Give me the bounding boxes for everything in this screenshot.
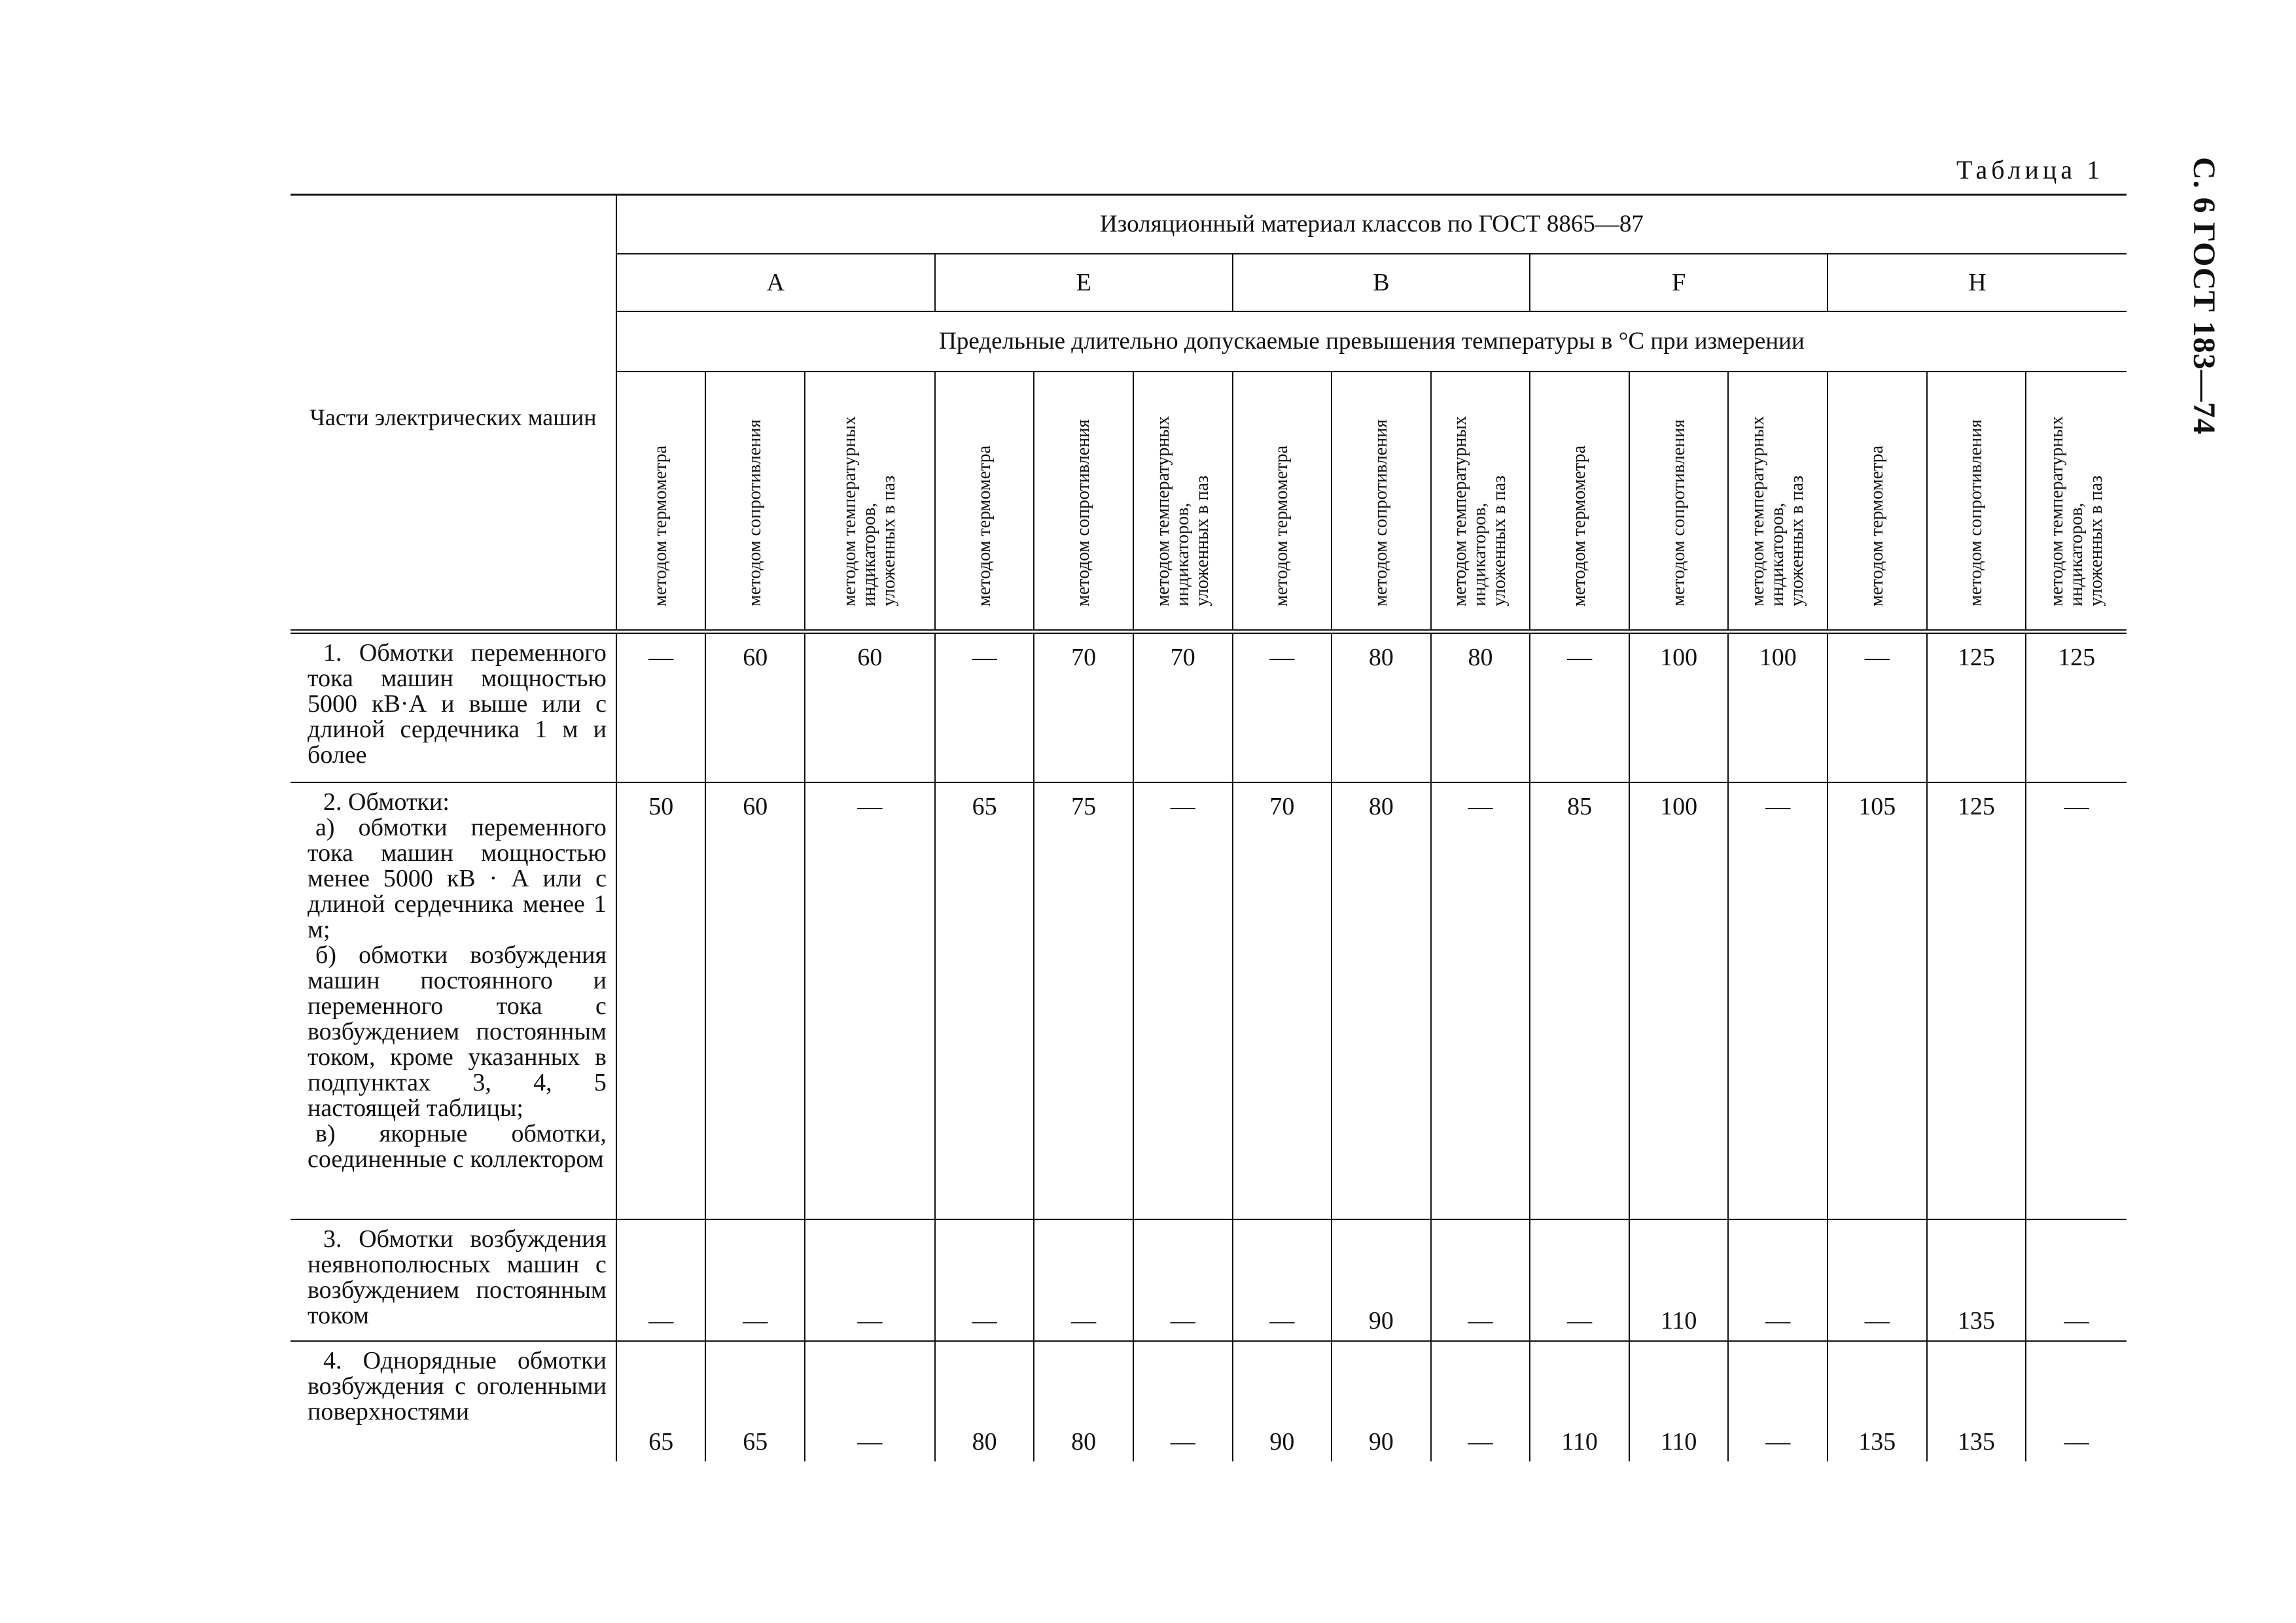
value-cell: —: [1728, 1219, 1828, 1341]
value-cell: 135: [1828, 1341, 1927, 1461]
value-cell: —: [1034, 1219, 1133, 1341]
value-cell: —: [1133, 1219, 1233, 1341]
value-cell: 125: [1927, 632, 2026, 782]
value-cell: 90: [1332, 1341, 1431, 1461]
value-cell: 65: [616, 1341, 706, 1461]
value-cell: —: [1133, 782, 1233, 1219]
method-header: методом сопротивления: [1927, 372, 2026, 632]
value-cell: —: [805, 782, 935, 1219]
value-cell: 100: [1629, 632, 1729, 782]
value-cell: 70: [1133, 632, 1233, 782]
method-header: методом сопротивления: [1629, 372, 1729, 632]
value-cell: —: [2026, 1341, 2127, 1461]
method-header: методом температурных индикаторов, уложенных в паз: [1728, 372, 1828, 632]
value-cell: —: [1828, 632, 1927, 782]
row-part-description: 2. Обмотки: а) обмотки переменного тока машин мощностью менее 5000 кВ · А или с длиной сердечника менее 1 м; б) обмотки возбуждения машин постоянного и переменного тока с возбуждением постоянным током, кроме указанных в подпунктах 3, 4, 5 настоящей таблицы; в) якорные обмотки, соединенные с коллектором: [291, 782, 616, 1219]
value-cell: —: [705, 1219, 805, 1341]
value-cell: 105: [1828, 782, 1927, 1219]
value-cell: 135: [1927, 1341, 2026, 1461]
class-header: B: [1233, 254, 1530, 311]
method-header: методом температурных индикаторов, уложенных в паз: [1431, 372, 1530, 632]
value-cell: 80: [1034, 1341, 1133, 1461]
page-side-header: С. 6 ГОСТ 183—74: [2187, 157, 2221, 435]
class-header: H: [1828, 254, 2127, 311]
method-header: методом сопротивления: [1332, 372, 1431, 632]
class-header: A: [616, 254, 935, 311]
method-header: методом температурных индикаторов, уложенных в паз: [805, 372, 935, 632]
value-cell: 125: [2026, 632, 2127, 782]
value-cell: —: [1530, 632, 1629, 782]
parts-column-header: Части электрических машин: [291, 195, 616, 632]
row-part-description: 1. Обмотки переменного тока машин мощностью 5000 кВ·А и выше или с длиной сердечника 1 м и более: [291, 632, 616, 782]
table-label: Таблица 1: [1956, 155, 2104, 184]
value-cell: 70: [1233, 782, 1332, 1219]
value-cell: 125: [1927, 782, 2026, 1219]
value-cell: 65: [705, 1341, 805, 1461]
method-header: методом термометра: [1828, 372, 1927, 632]
row-part-description: 3. Обмотки возбуждения неявнополюсных машин с возбуждением постоянным током: [291, 1219, 616, 1341]
value-cell: —: [2026, 1219, 2127, 1341]
value-cell: —: [616, 1219, 706, 1341]
class-header: E: [935, 254, 1233, 311]
value-cell: 60: [805, 632, 935, 782]
value-cell: —: [1133, 1341, 1233, 1461]
insulation-class-header: Изоляционный материал классов по ГОСТ 8865—87: [616, 195, 2127, 254]
value-cell: 70: [1034, 632, 1133, 782]
value-cell: 100: [1728, 632, 1828, 782]
value-cell: —: [2026, 782, 2127, 1219]
class-header: F: [1530, 254, 1828, 311]
value-cell: —: [1728, 1341, 1828, 1461]
table-row: [291, 782, 2127, 1219]
table-row: [291, 1219, 2127, 1341]
value-cell: 80: [1431, 632, 1530, 782]
value-cell: —: [805, 1219, 935, 1341]
row-part-description: 4. Однорядные обмотки возбуждения с оголенными поверхностями: [291, 1341, 616, 1461]
value-cell: 60: [705, 782, 805, 1219]
method-header: методом сопротивления: [1034, 372, 1133, 632]
value-cell: 100: [1629, 782, 1729, 1219]
value-cell: 75: [1034, 782, 1133, 1219]
method-header: методом термометра: [616, 372, 706, 632]
value-cell: —: [1530, 1219, 1629, 1341]
value-cell: 50: [616, 782, 706, 1219]
value-cell: 85: [1530, 782, 1629, 1219]
value-cell: —: [805, 1341, 935, 1461]
method-header: методом температурных индикаторов, уложенных в паз: [2026, 372, 2127, 632]
method-header: методом термометра: [1530, 372, 1629, 632]
value-cell: 110: [1629, 1219, 1729, 1341]
method-header: методом термометра: [935, 372, 1034, 632]
value-cell: —: [935, 1219, 1034, 1341]
value-cell: 80: [1332, 782, 1431, 1219]
value-cell: 110: [1629, 1341, 1729, 1461]
value-cell: 80: [935, 1341, 1034, 1461]
value-cell: 60: [705, 632, 805, 782]
value-cell: 65: [935, 782, 1034, 1219]
value-cell: —: [1728, 782, 1828, 1219]
table-row: [291, 1341, 2127, 1461]
value-cell: —: [1828, 1219, 1927, 1341]
value-cell: 90: [1332, 1219, 1431, 1341]
method-header: методом термометра: [1233, 372, 1332, 632]
value-cell: —: [935, 632, 1034, 782]
value-cell: 110: [1530, 1341, 1629, 1461]
method-header: методом температурных индикаторов, уложенных в паз: [1133, 372, 1233, 632]
table-row: [291, 632, 2127, 782]
value-cell: —: [1431, 782, 1530, 1219]
value-cell: —: [1431, 1219, 1530, 1341]
value-cell: 135: [1927, 1219, 2026, 1341]
value-cell: 80: [1332, 632, 1431, 782]
temperature-limits-table: [291, 194, 2127, 1461]
value-cell: —: [1233, 1219, 1332, 1341]
method-header: методом сопротивления: [705, 372, 805, 632]
value-cell: —: [1233, 632, 1332, 782]
temperature-limits-header: Предельные длительно допускаемые превышения температуры в °С при измерении: [616, 311, 2127, 372]
value-cell: —: [1431, 1341, 1530, 1461]
value-cell: 90: [1233, 1341, 1332, 1461]
value-cell: —: [616, 632, 706, 782]
